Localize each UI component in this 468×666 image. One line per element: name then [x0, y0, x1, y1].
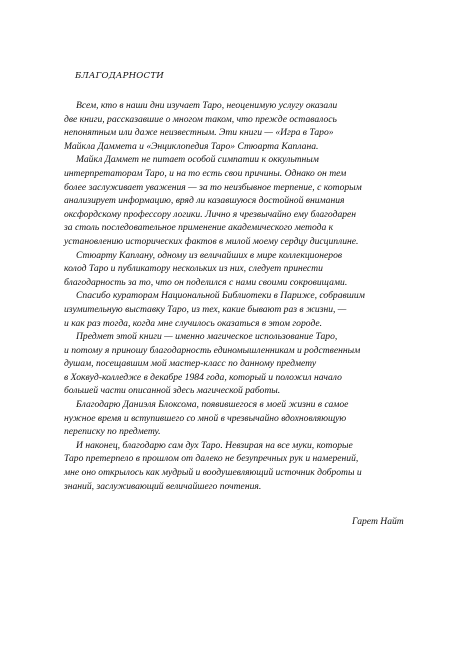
paragraph — [64, 289, 424, 330]
paragraph — [64, 439, 424, 493]
text-line: в Хоквуд-колледже в декабре 1984 года, который и положил начало — [64, 371, 342, 383]
text-line: нужное время и вступившего со мной в чрезвычайно вдохновляющую — [64, 412, 347, 424]
author-signature: Гарет Найт — [352, 516, 404, 527]
paragraph — [64, 99, 424, 153]
text-line: анализирует информацию, вряд ли казавшуюся достойной внимания — [64, 195, 345, 207]
text-line: знаний, заслуживающий величайшего почтения. — [64, 480, 262, 492]
text-line: Всем, кто в наши дни изучает Таро, неоценимую услугу оказали — [76, 100, 338, 111]
text-line: и потому я приношу благодарность единомышленникам и родственным — [64, 344, 361, 356]
document-body — [64, 99, 424, 493]
text-line: переписку по предмету. — [64, 426, 161, 438]
text-line: оксфордскому профессору логики. Лично я чрезвычайно ему благодарен — [64, 208, 357, 220]
text-line: за столь последовательное применение академического метода к — [64, 222, 334, 234]
text-line: И наконец, благодарю сам дух Таро. Невзирая на все муки, которые — [76, 439, 353, 451]
paragraph — [64, 330, 424, 398]
text-line: более заслуживает уважения — за то неизбывное терпение, с которым — [64, 181, 362, 193]
text-line: изумительную выставку Таро, из тех, какие бывают раз в жизни, — — [64, 303, 347, 315]
text-line: Стюарту Каплану, одному из величайших в мире коллекционеров — [76, 249, 343, 261]
text-line: Спасибо кураторам Национальной Библиотеки в Париже, собравшим — [76, 290, 365, 302]
text-line: Благодарю Даниэля Блоксома, появившегося в моей жизни в самое — [76, 399, 349, 411]
page-title: БЛАГОДАРНОСТИ — [75, 71, 164, 81]
text-line: большей части описанной здесь магической работы. — [64, 385, 281, 397]
paragraph — [64, 153, 424, 248]
text-line: благодарность за то, что он поделился с нами своими сокровищами. — [64, 276, 348, 288]
text-line: непонятным или даже неизвестным. Эти книги — «Игра в Таро» — [64, 127, 334, 139]
text-line: Майкл Даммет не питает особой симпатии к оккультным — [76, 154, 319, 166]
text-line: две книги, рассказавшие о многом таком, что прежде оставалось — [64, 113, 337, 125]
paragraph — [64, 249, 424, 290]
paragraph — [64, 398, 424, 439]
text-line: и как раз тогда, когда мне случилось оказаться в этом городе. — [64, 317, 323, 329]
text-line: Майкла Даммета и «Энциклопедия Таро» Стюарта Каплана. — [64, 140, 319, 152]
text-line: Таро претерпело в прошлом от далеко не безупречных рук и намерений, — [64, 453, 359, 465]
text-line: колод Таро и публикатору нескольких из них, следует принести — [64, 263, 323, 275]
text-line: установлению исторических фактов в милой моему сердцу дисциплине. — [64, 235, 359, 247]
text-line: душам, посещавшим мой мастер-класс по данному предмету — [64, 358, 317, 370]
text-line: Предмет этой книги — именно магическое использование Таро, — [76, 331, 338, 343]
text-line: интерпретаторам Таро, и на то есть свои причины. Однако он тем — [64, 167, 347, 179]
text-line: мне оно открылось как мудрый и воодушевляющий источник доброты и — [64, 467, 362, 479]
